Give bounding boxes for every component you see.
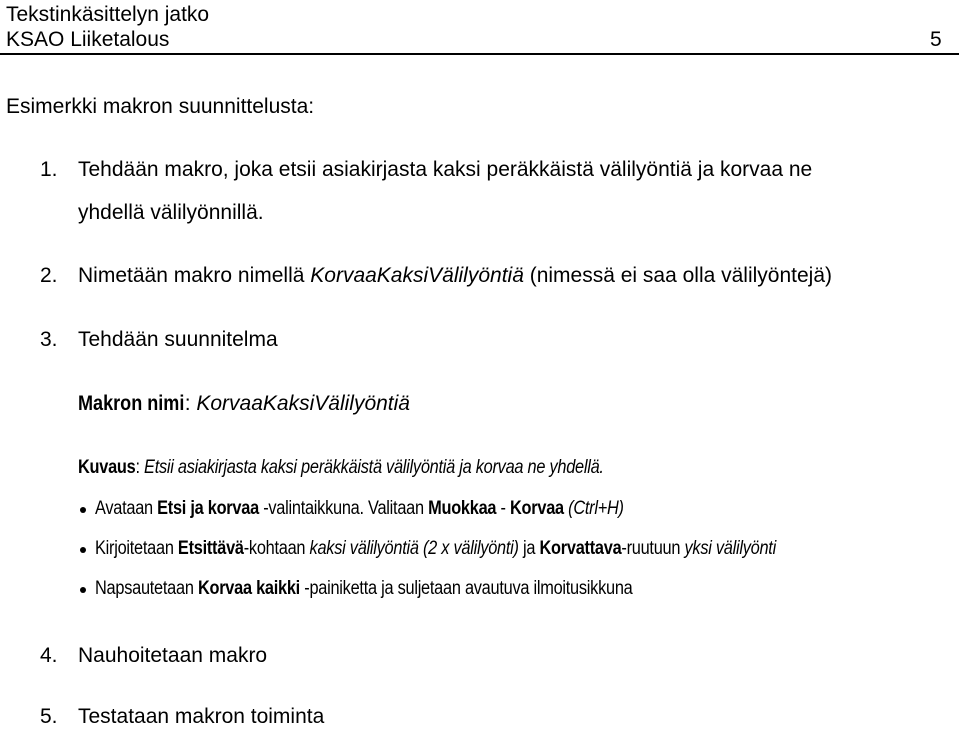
plan-macro-name: Makron nimi: KorvaaKaksiVälilyöntiä [78, 392, 410, 415]
bullet-dot [80, 507, 86, 513]
header-subtitle: KSAO Liiketalous [6, 28, 170, 51]
intro-text: Esimerkki makron suunnittelusta: [6, 95, 315, 118]
plan-name-value: KorvaaKaksiVälilyöntiä [196, 392, 410, 415]
plan-name-label: Makron nimi [78, 392, 185, 415]
step-number: 5. [40, 705, 58, 728]
step-number: 1. [40, 158, 58, 181]
step-text: Nauhoitetaan makro [78, 644, 268, 667]
page-number: 5 [930, 28, 942, 51]
plan-description: Kuvaus: Etsii asiakirjasta kaksi peräkkäistä välilyöntiä ja korvaa ne yhdellä. [78, 457, 604, 478]
step-number: 4. [40, 644, 58, 667]
step-text: Testataan makron toiminta [78, 705, 325, 728]
step-text: Tehdään makro, joka etsii asiakirjasta kaksi peräkkäistä välilyöntiä ja korvaa ne [78, 158, 813, 181]
header-title: Tekstinkäsittelyn jatko [6, 3, 210, 26]
plan-desc-value: Etsii asiakirjasta kaksi peräkkäistä välilyöntiä ja korvaa ne yhdellä. [144, 457, 604, 478]
step-text-continued: yhdellä välilyönnillä. [78, 201, 264, 224]
bullet-item: Napsautetaan Korvaa kaikki -painiketta ja suljetaan avautuva ilmoitusikkuna [95, 578, 633, 599]
step-text: Tehdään suunnitelma [78, 328, 278, 351]
bullet-item: Avataan Etsi ja korvaa -valintaikkuna. Valitaan Muokkaa - Korvaa (Ctrl+H) [95, 498, 624, 519]
step-text: Nimetään makro nimellä KorvaaKaksiVälilyöntiä (nimessä ei saa olla välilyöntejä) [78, 264, 833, 287]
step-number: 2. [40, 264, 58, 287]
bullet-dot [80, 587, 86, 593]
macro-name-italic: KorvaaKaksiVälilyöntiä [310, 264, 524, 287]
plan-desc-label: Kuvaus [78, 457, 136, 478]
step-number: 3. [40, 328, 58, 351]
bullet-dot [80, 547, 86, 553]
header-rule [0, 53, 959, 55]
bullet-item: Kirjoitetaan Etsittävä-kohtaan kaksi välilyöntiä (2 x välilyönti) ja Korvattava-ruutuun yksi välilyönti [95, 538, 776, 559]
